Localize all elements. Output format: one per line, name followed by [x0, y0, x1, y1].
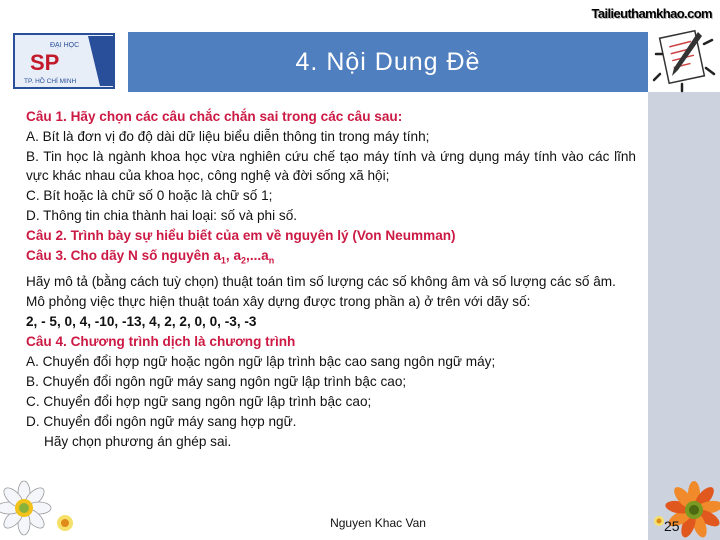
- sequence-term-2: a: [233, 248, 242, 263]
- question-4-option-c: C. Chuyển đổi hợp ngữ sang ngôn ngữ lập trình bậc cao;: [26, 393, 372, 409]
- sequence-term-n: a: [261, 248, 269, 263]
- logo-bottom-text: TP. HỒ CHÍ MINH: [24, 78, 77, 85]
- ellipsis: ,...: [246, 248, 262, 263]
- question-4-heading: Câu 4. Chương trình dịch là chương trình: [26, 333, 296, 349]
- question-3-heading-text: Câu 3. Cho dãy N số nguyên: [26, 248, 214, 263]
- question-3-part-b: Mô phỏng việc thực hiện thuật toán xây dựng được trong phần a) ở trên với dãy số:: [26, 293, 531, 309]
- university-logo: [10, 30, 118, 92]
- question-3-heading: [26, 246, 636, 271]
- question-1-option-b: B. Tin học là ngành khoa học vừa nghiên cứu chế tạo máy tính và ứng dụng máy tính vào các lĩnh vực khác nhau của khoa học, công nghệ và đời sống xã hội;: [26, 149, 636, 183]
- notepad-pen-icon: [646, 24, 720, 94]
- footer-author: [0, 516, 720, 530]
- page-title: 4. Nội Dung Đề: [295, 48, 481, 76]
- subscript-2: 2: [241, 255, 247, 266]
- separator-1: ,: [225, 248, 234, 263]
- question-4-option-d: D. Chuyển đổi ngôn ngữ máy sang hợp ngữ.: [26, 413, 297, 429]
- question-1-option-a: A. Bít là đơn vị đo độ dài dữ liệu biểu diễn thông tin trong máy tính;: [26, 129, 430, 144]
- content-area: [26, 107, 636, 452]
- question-4-instruction: Hãy chọn phương án ghép sai.: [44, 433, 232, 449]
- question-3-sequence: 2, - 5, 0, 4, -10, -13, 4, 2, 2, 0, 0, -3, -3: [26, 313, 257, 329]
- page-number: 25: [664, 518, 680, 534]
- subscript-n: n: [268, 255, 275, 266]
- author-name: Nguyen Khac Van: [330, 516, 426, 530]
- question-1-option-c: C. Bít hoặc là chữ số 0 hoặc là chữ số 1;: [26, 188, 273, 203]
- logo-top-text: ĐẠI HỌC: [50, 42, 80, 49]
- site-watermark: Tailieuthamkhao.com: [591, 6, 712, 21]
- question-1-option-d: D. Thông tin chia thành hai loại: số và phi số.: [26, 208, 298, 223]
- question-3-part-a: Hãy mô tả (bằng cách tuỳ chọn) thuật toán tìm số lượng các số không âm và số lượng các số âm.: [26, 273, 616, 289]
- question-2-heading: Câu 2. Trình bày sự hiểu biết của em về nguyên lý (Von Neumman): [26, 228, 456, 243]
- question-4-option-a: A. Chuyển đổi hợp ngữ hoặc ngôn ngữ lập trình bậc cao sang ngôn ngữ máy;: [26, 353, 496, 369]
- logo-main-text: SP: [30, 50, 60, 75]
- question-1-heading: Câu 1. Hãy chọn các câu chắc chắn sai trong các câu sau:: [26, 109, 403, 124]
- sequence-term-1: a: [213, 248, 221, 263]
- subscript-1: 1: [220, 255, 226, 266]
- question-4-option-b: B. Chuyển đổi ngôn ngữ máy sang ngôn ngữ lập trình bậc cao;: [26, 373, 407, 389]
- right-side-strip: [648, 92, 720, 540]
